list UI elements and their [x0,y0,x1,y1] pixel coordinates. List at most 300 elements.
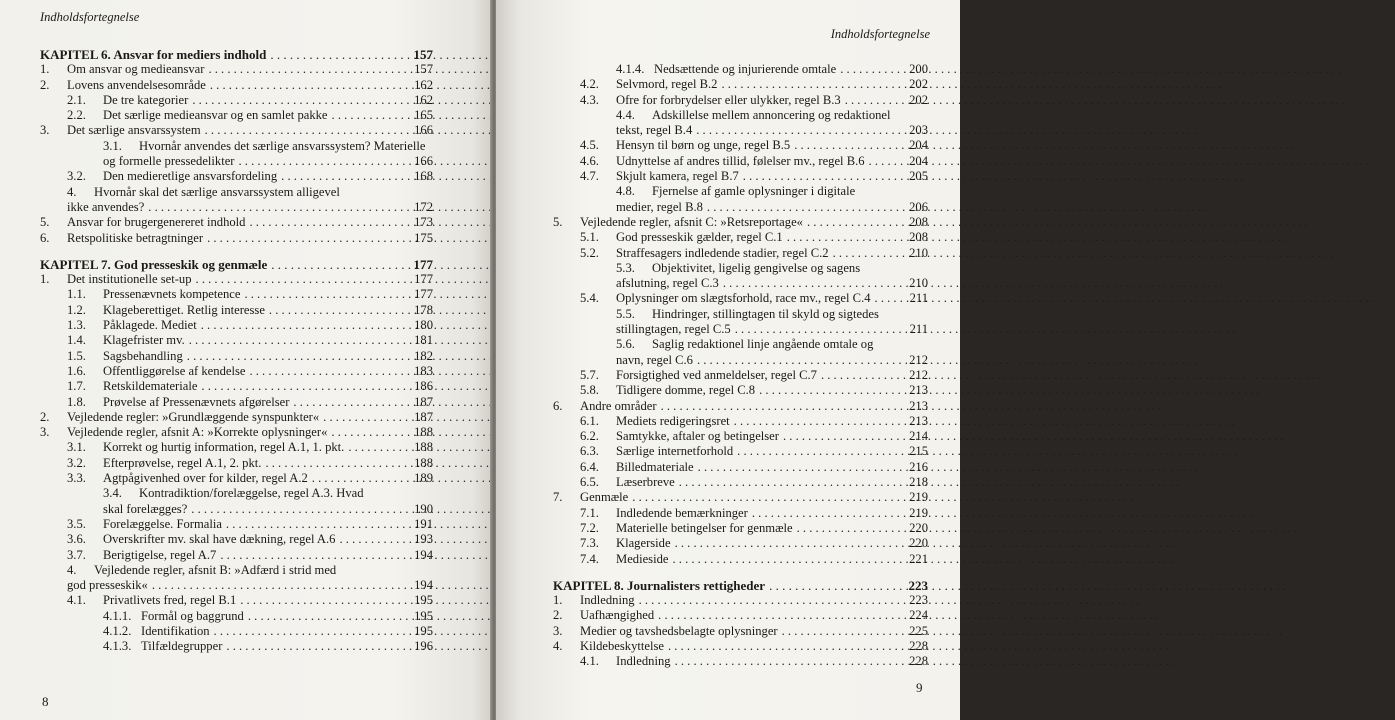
toc-entry-page: 193 [414,532,433,547]
left-page [0,0,492,720]
toc-entry-page: 214 [909,429,928,444]
toc-entry-title: afslutning, regel C.3 [616,276,719,291]
toc-entry-page: 211 [909,291,928,306]
toc-entry-number: 4.6. [580,153,599,168]
toc-entry-number: 4.7. [580,169,599,184]
toc-entry [553,608,928,623]
toc-entry-title: Det institutionelle set-up [67,272,192,287]
toc-entry-title: Berigtigelse, regel A.7 [103,547,217,562]
toc-entry-title: Den medieretlige ansvarsfordeling [103,169,278,184]
toc-entry [40,639,433,654]
toc-entry [553,490,928,505]
toc-entry-title: Andre områder [580,398,657,413]
toc-entry-title: skal forelægges? [103,501,188,516]
toc-entry-number: 4.1.4. [616,62,645,76]
dot-leader [240,593,407,608]
dot-leader [675,654,902,669]
toc-entry [553,169,928,184]
toc-entry-page: 166 [414,154,433,169]
dot-leader [696,123,902,138]
toc-entry-page: 216 [909,459,928,474]
toc-entry-page: 223 [908,577,928,593]
toc-entry-number: 1.3. [67,318,86,333]
toc-entry-number: 1. [553,593,563,608]
toc-entry-number: 4. [67,184,77,199]
toc-entry-number: 5.1. [580,230,599,245]
toc-entry [553,429,928,444]
dot-leader [248,609,407,624]
dot-leader [265,456,407,471]
toc-entry-page: 190 [414,501,433,516]
toc-entry-number: 5. [553,214,563,229]
toc-entry [40,471,433,486]
dot-leader [270,47,407,62]
toc-entry-page: 210 [909,245,928,260]
toc-entry-page: 177 [413,256,433,272]
toc-entry [553,654,928,669]
toc-entry-number: 1. [40,272,50,287]
toc-entry [40,272,433,287]
toc-entry-title: Nedsættende og injurierende omtale [654,62,837,76]
toc-entry-title: medier, regel B.8 [616,199,703,214]
dot-leader [707,200,902,215]
toc-entry-number: 6.2. [580,429,599,444]
toc-entry [553,291,928,306]
toc-entry [40,139,433,154]
toc-entry-page: 188 [414,440,433,455]
toc-entry-title: Tidligere domme, regel C.8 [616,383,756,398]
toc-entry [40,318,433,333]
toc-entry-number: 4. [553,638,563,653]
toc-entry-title: Hindringer, stillingtagen til skyld og sigtedes [652,306,879,321]
toc-entry-number: 4.5. [580,138,599,153]
toc-entry-title: Overskrifter mv. skal have dækning, regel A.6 [103,532,336,547]
dot-leader [249,364,407,379]
toc-entry-title: ikke anvendes? [67,199,145,214]
toc-entry-page: 215 [909,444,928,459]
toc-entry-number: 4.4. [616,107,635,122]
toc-entry [40,593,433,608]
dot-leader [312,471,407,486]
toc-entry [40,154,433,169]
toc-entry-title: KAPITEL 8. Journalisters rettigheder [553,577,766,593]
toc-entry-page: 212 [909,367,928,382]
toc-entry [553,276,928,291]
toc-entry-title: Forelæggelse. Formalia [103,516,222,531]
toc-entry-number: 5.3. [616,260,635,275]
dot-leader [783,429,902,444]
toc-entry-number: 3.4. [103,486,122,501]
dot-leader [269,303,407,318]
toc-entry-page: 188 [414,455,433,470]
dot-leader [672,552,902,567]
toc-entry-number: 4.1. [580,654,599,669]
toc-entry-page: 178 [414,302,433,317]
toc-entry-page: 204 [909,153,928,168]
dot-leader [339,532,407,547]
toc-entry-page: 220 [909,536,928,551]
dot-leader [697,353,902,368]
toc-entry [40,532,433,547]
toc-entry-title: Hvornår skal det særlige ansvarssystem alligevel [94,184,340,199]
toc-entry-title: Hensyn til børn og unge, regel B.5 [616,138,791,153]
toc-entry-page: 194 [414,578,433,593]
toc-entry-title: Læserbreve [616,475,675,490]
toc-entry-number: 3.7. [67,547,86,562]
toc-entry-title: Oplysninger om slægtsforhold, race mv., regel C.4 [616,291,871,306]
toc-entry-page: 219 [909,490,928,505]
toc-entry-number: 5.7. [580,367,599,382]
dot-leader [148,200,407,215]
toc-entry-title: Vejledende regler, afsnit B: »Adfærd i strid med [94,562,337,577]
toc-entry [553,383,928,398]
toc-entry [553,261,928,276]
toc-entry [553,307,928,322]
toc-entry-page: 175 [414,230,433,245]
toc-entry [40,62,433,77]
toc-entry-number: 1. [40,62,50,77]
toc-entry-number: 5.8. [580,383,599,398]
toc-entry-title: Genmæle [580,490,629,505]
right-page [496,0,960,720]
toc-entry-page: 165 [414,108,433,123]
toc-chapter-heading [553,578,928,593]
toc-entry-number: 4.8. [616,184,635,199]
dot-leader [205,123,407,138]
dot-leader [201,318,407,333]
dot-leader [675,536,902,551]
toc-entry-title: Kontradiktion/forelæggelse, regel A.3. Hvad [139,486,364,501]
toc-entry-title: Udnyttelse af andres tillid, følelser mv., regel B.6 [616,153,865,168]
toc-entry-page: 162 [414,77,433,92]
toc-entry [40,78,433,93]
toc-entry-number: 5. [40,215,50,230]
toc-entry-title: og formelle pressedelikter [103,154,235,169]
toc-entry [40,93,433,108]
toc-entry-number: 2.1. [67,92,86,107]
dot-leader [293,395,407,410]
toc-entry-number: 4.1.1. [103,608,132,623]
toc-entry-page: 202 [909,77,928,92]
dot-leader [196,272,407,287]
toc-entry-title: Samtykke, aftaler og betingelser [616,429,779,444]
page-number: 8 [42,694,49,709]
toc-entry-number: 4.3. [580,92,599,107]
toc-entry-title: Påklagede. Mediet [103,318,197,333]
dot-leader [189,333,407,348]
toc-entry [553,353,928,368]
toc-entry-title: Medieside [616,551,669,566]
toc-list [40,47,433,655]
toc-entry-title: Skjult kamera, regel B.7 [616,169,739,184]
toc-entry [553,521,928,536]
toc-entry-page: 177 [414,287,433,302]
dot-leader [238,154,407,169]
toc-entry-title: Særlige internetforhold [616,444,734,459]
toc-entry-title: tekst, regel B.4 [616,123,693,138]
dot-leader [787,230,902,245]
toc-entry-page: 188 [414,425,433,440]
toc-entry [40,609,433,624]
dot-leader [187,349,407,364]
toc-entry [553,246,928,261]
toc-entry-number: 2. [40,409,50,424]
toc-entry-title: Lovens anvendelsesområde [67,77,206,92]
dot-leader [226,639,407,654]
toc-entry [553,337,928,352]
toc-entry-number: 2.2. [67,108,86,123]
toc-entry-number: 3.6. [67,532,86,547]
toc-entry-title: Identifikation [141,623,210,638]
toc-entry-number: 6. [40,230,50,245]
toc-entry-title: Fjernelse af gamle oplysninger i digitale [652,184,856,199]
toc-entry-page: 223 [909,593,928,608]
toc-entry [40,303,433,318]
toc-entry [553,77,928,92]
dot-leader [271,257,407,272]
toc-entry [553,215,928,230]
toc-entry [553,154,928,169]
toc-entry-title: Vejledende regler, afsnit A: »Korrekte oplysninger« [67,425,328,440]
dot-leader [698,460,902,475]
toc-entry-title: Hvornår anvendes det særlige ansvarssystem? Materielle [139,138,426,153]
toc-entry [40,563,433,578]
toc-entry [40,548,433,563]
toc-entry [553,444,928,459]
toc-entry-page: 166 [414,123,433,138]
toc-entry [40,486,433,501]
toc-entry-number: 6.4. [580,459,599,474]
toc-entry-page: 213 [909,398,928,413]
toc-entry-title: Pressenævnets kompetence [103,287,241,302]
dot-leader [797,521,902,536]
toc-entry-page: 177 [414,272,433,287]
toc-entry-page: 187 [414,409,433,424]
toc-entry [553,200,928,215]
dot-leader [244,287,407,302]
toc-entry [40,502,433,517]
toc-entry-page: 172 [414,199,433,214]
toc-entry-title: Straffesagers indledende stadier, regel C.2 [616,245,829,260]
dot-leader [782,624,902,639]
toc-entry-number: 1.8. [67,394,86,409]
toc-entry-title: Offentliggørelse af kendelse [103,363,246,378]
toc-entry-page: 218 [909,475,928,490]
dot-leader [752,506,902,521]
toc-entry [40,624,433,639]
toc-entry [40,108,433,123]
toc-entry [553,322,928,337]
toc-entry-title: Det særlige medieansvar og en samlet pakke [103,108,328,123]
toc-entry-page: 212 [909,352,928,367]
toc-entry-page: 202 [909,92,928,107]
toc-entry [553,123,928,138]
toc-entry-title: Indledende bemærkninger [616,505,748,520]
toc-entry-number: 1.4. [67,333,86,348]
toc-entry [553,536,928,551]
dot-leader [840,62,902,77]
toc-entry-title: Agtpågivenhed over for kilder, regel A.2 [103,471,308,486]
toc-entry-title: Adskillelse mellem annoncering og redaktionel [652,107,891,122]
toc-entry [553,138,928,153]
toc-entry-title: Vejledende regler, afsnit C: »Retsreportage« [580,214,803,229]
toc-entry-title: Forsigtighed ved anmeldelser, regel C.7 [616,367,817,382]
dot-leader [679,475,902,490]
toc-entry-title: Klagerside [616,536,671,551]
toc-entry [553,414,928,429]
toc-entry-page: 168 [414,169,433,184]
toc-chapter-heading [40,257,433,272]
toc-entry-title: KAPITEL 6. Ansvar for mediers indhold [40,47,267,62]
toc-entry-title: God presseskik gælder, regel C.1 [616,230,783,245]
dot-leader [192,93,407,108]
dot-leader [207,231,407,246]
toc-entry-title: Indledning [580,593,635,608]
toc-entry-title: Sagsbehandling [103,348,183,363]
toc-entry-page: 224 [909,608,928,623]
toc-entry-title: Prøvelse af Pressenævnets afgørelser [103,394,290,409]
toc-entry-title: Klageberettiget. Retlig interesse [103,302,265,317]
dot-leader [639,593,902,608]
toc-entry [40,185,433,200]
toc-entry-title: Tilfældegrupper [141,639,223,654]
toc-entry-page: 205 [909,169,928,184]
toc-entry-title: Efterprøvelse, regel A.1, 2. pkt. [103,455,262,470]
dot-leader [833,246,902,261]
toc-entry-page: 173 [414,215,433,230]
toc-entry-title: Mediets redigeringsret [616,413,730,428]
dot-leader [734,414,902,429]
dot-leader [152,578,407,593]
toc-entry-title: Materielle betingelser for genmæle [616,520,793,535]
toc-entry-page: 211 [909,322,928,337]
toc-entry-number: 3.1. [103,138,122,153]
toc-entry-number: 5.2. [580,245,599,260]
toc-entry-number: 3.1. [67,440,86,455]
dot-leader [348,440,407,455]
dot-leader [201,379,407,394]
dot-leader [769,578,902,593]
toc-entry [40,410,433,425]
toc-entry-title: Objektivitet, ligelig gengivelse og sagens [652,260,861,275]
running-header: Indholdsfortegnelse [40,10,140,24]
toc-chapter-heading [40,47,433,62]
toc-entry-page: 196 [414,639,433,654]
toc-entry-page: 162 [414,92,433,107]
dot-leader [821,368,902,383]
toc-entry-number: 4. [67,562,77,577]
dot-leader [737,444,902,459]
toc-entry-title: Ansvar for brugergenereret indhold [67,215,246,230]
toc-entry-page: 208 [909,230,928,245]
toc-entry-page: 208 [909,214,928,229]
toc-entry [40,349,433,364]
toc-entry-page: 206 [909,199,928,214]
dot-leader [220,548,407,563]
toc-entry [553,399,928,414]
dot-leader [210,78,407,93]
toc-entry [553,368,928,383]
toc-entry [40,425,433,440]
toc-entry-title: Ofre for forbrydelser eller ulykker, regel B.3 [616,92,841,107]
toc-entry-number: 1.1. [67,287,86,302]
toc-entry-number: 1.6. [67,363,86,378]
toc-entry-title: Saglig redaktionel linje angående omtale og [652,337,874,352]
dot-leader [794,138,902,153]
dot-leader [323,410,407,425]
toc-entry-number: 6.3. [580,444,599,459]
toc-entry [40,517,433,532]
toc-entry-number: 4.1. [67,593,86,608]
dot-leader [845,93,902,108]
toc-entry-number: 5.6. [616,337,635,352]
toc-entry-page: 195 [414,593,433,608]
toc-entry-page: 213 [909,383,928,398]
toc-entry-page: 203 [909,123,928,138]
toc-entry-number: 7. [553,490,563,505]
toc-entry-title: Medier og tavshedsbelagte oplysninger [580,623,778,638]
toc-entry-title: stillingtagen, regel C.5 [616,322,731,337]
toc-entry-title: Billedmateriale [616,459,694,474]
toc-entry-title: Privatlivets fred, regel B.1 [103,593,237,608]
toc-entry-page: 225 [909,623,928,638]
toc-entry [40,200,433,215]
toc-entry-number: 2. [40,77,50,92]
dot-leader [281,169,407,184]
dot-leader [721,77,902,92]
dot-leader [214,624,407,639]
toc-entry-number: 2. [553,608,563,623]
dot-leader [332,108,407,123]
toc-entry-page: 157 [413,47,433,62]
dot-leader [743,169,902,184]
dot-leader [875,291,902,306]
toc-entry [553,552,928,567]
toc-entry-title: Kildebeskyttelse [580,638,664,653]
toc-entry-page: 213 [909,413,928,428]
toc-entry [553,184,928,199]
toc-entry [553,639,928,654]
toc-entry-number: 7.3. [580,536,599,551]
toc-entry-title: De tre kategorier [103,92,189,107]
toc-entry-page: 195 [414,608,433,623]
toc-entry-page: 228 [909,638,928,653]
dot-leader [226,517,407,532]
toc-entry-title: god presseskik« [67,578,148,593]
toc-entry [40,440,433,455]
toc-entry-number: 7.2. [580,520,599,535]
toc-entry-number: 5.4. [580,291,599,306]
dot-leader [632,490,902,505]
toc-entry [40,395,433,410]
toc-entry-page: 157 [414,62,433,77]
toc-entry-page: 221 [909,551,928,566]
toc-entry [40,287,433,302]
toc-entry-page: 228 [909,654,928,669]
toc-entry [40,123,433,138]
toc-entry-number: 1.7. [67,379,86,394]
toc-entry [40,379,433,394]
toc-entry-page: 204 [909,138,928,153]
toc-entry-number: 5.5. [616,306,635,321]
toc-entry-number: 3.3. [67,471,86,486]
toc-entry-page: 200 [909,62,928,76]
toc-entry-title: Uafhængighed [580,608,655,623]
toc-entry [553,230,928,245]
toc-entry [553,460,928,475]
dot-leader [661,399,902,414]
toc-entry-number: 7.1. [580,505,599,520]
